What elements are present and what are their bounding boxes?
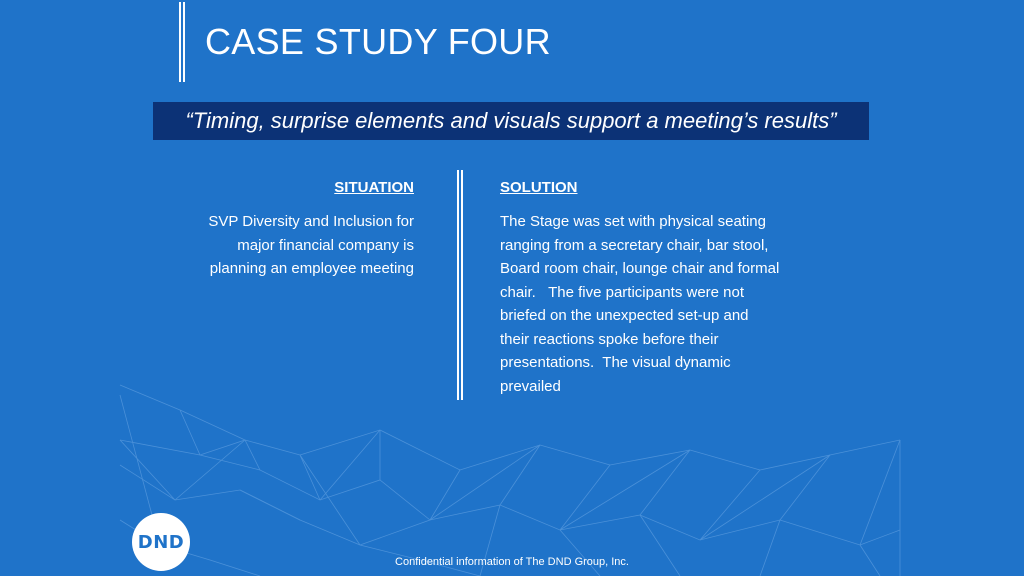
logo-text: DND	[137, 531, 185, 553]
situation-line: SVP Diversity and Inclusion for	[208, 213, 414, 230]
solution-line: prevailed	[500, 377, 561, 395]
solution-heading: SOLUTION	[500, 179, 578, 196]
solution-line: their reactions spoke before their	[500, 330, 719, 348]
column-divider	[457, 170, 463, 400]
solution-line: The Stage was set with physical seating	[500, 213, 766, 230]
situation-text	[150, 210, 414, 281]
situation-heading: SITUATION	[334, 179, 414, 196]
quote-text: “Timing, surprise elements and visuals support a meeting’s results”	[185, 108, 837, 133]
solution-line: briefed on the unexpected set-up and	[500, 307, 749, 324]
solution-line: presentations. The visual dynamic	[500, 354, 731, 371]
solution-column	[500, 178, 850, 398]
solution-line: Board room chair, lounge chair and formal	[500, 260, 780, 277]
slide-title: CASE STUDY FOUR	[205, 21, 551, 62]
situation-line: major financial company is	[237, 236, 414, 254]
confidential-footer: Confidential information of The DND Group, Inc.	[395, 556, 629, 568]
title-accent-bar	[179, 2, 185, 82]
situation-column	[150, 178, 414, 281]
solution-text	[500, 210, 850, 398]
solution-line: chair. The five participants were not	[500, 283, 745, 301]
solution-line: ranging from a secretary chair, bar stool,	[500, 236, 769, 254]
situation-line: planning an employee meeting	[209, 260, 414, 277]
quote-banner	[153, 102, 869, 140]
